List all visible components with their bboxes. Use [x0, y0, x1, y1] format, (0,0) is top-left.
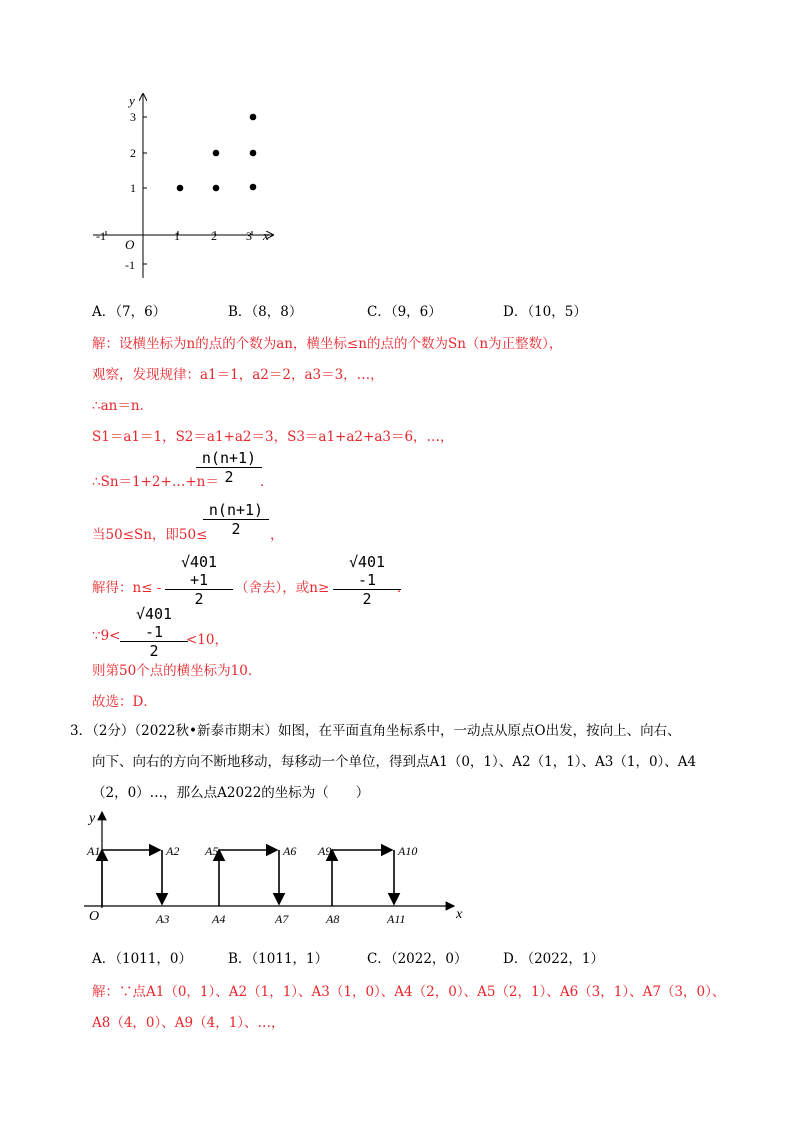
solution-line: S1＝a1＝1，S2＝a1+a2＝3，S3＝a1+a2+a3＝6，…，: [92, 429, 454, 445]
question-3-text: 3．（2分）（2022秋•新泰市期末）如图，在平面直角坐标系中，一动点从原点O出发，按向上、向右、: [70, 723, 681, 739]
fraction-sqrt401-minus-1: $\frac{√401 -1}{2}$: [120, 605, 188, 660]
solution-line-end: ，: [270, 527, 284, 543]
dot-point: [250, 150, 257, 157]
point-label: A5: [205, 844, 219, 858]
point-label: A6: [283, 844, 297, 858]
point-label: A10: [398, 844, 418, 858]
option-b: B．（8，8）: [228, 304, 303, 320]
fraction-n-n-plus-1: $\frac{n(n+1)}{2}$: [203, 501, 269, 538]
x-axis-label: x: [456, 907, 463, 922]
fraction-sqrt401-plus-1: $\frac{√401 +1}{2}$: [165, 553, 233, 608]
point-label: A7: [275, 912, 289, 926]
origin-label: O: [89, 909, 100, 924]
dot-point: [213, 150, 220, 157]
solution-line: ∴an＝n．: [92, 398, 154, 414]
option-c: C．（9，6）: [367, 304, 442, 320]
dot-point: [250, 114, 257, 121]
x-tick-label: -1: [96, 229, 106, 243]
solution-line-end: ．: [397, 580, 411, 596]
option-a: A．（1011，0）: [92, 951, 192, 967]
dot-point: [213, 185, 220, 192]
solution-line-end: <10，: [186, 632, 228, 648]
x-axis-label: x: [263, 228, 269, 243]
solution-line: 故选：D．: [92, 694, 157, 710]
dot-point: [250, 184, 257, 191]
dot-point: [177, 185, 184, 192]
dot-points: [177, 114, 257, 192]
solution-line: 观察，发现规律：a1＝1，a2＝2，a3＝3，…，: [92, 367, 384, 383]
option-c: C．（2022，0）: [367, 951, 468, 967]
y-tick-label: 2: [130, 146, 136, 160]
point-label: A1: [87, 844, 101, 858]
option-d: D．（2022，1）: [503, 951, 605, 967]
solution-line: ∵9<: [92, 628, 121, 644]
fraction-sqrt401-minus-1: $\frac{√401 -1}{2}$: [333, 553, 401, 608]
y-tick-label: 3: [130, 110, 136, 124]
x-tick-label: 1: [174, 229, 180, 243]
question-3-text: 向下、向右的方向不断地移动，每移动一个单位，得到点A1（0，1）、A2（1，1）、A3（1，0）、A4: [92, 754, 697, 770]
option-d: D．（10，5）: [503, 304, 587, 320]
point-label: A4: [212, 912, 226, 926]
y-axis-label: y: [89, 811, 96, 826]
solution-line: 解：∵点A1（0，1）、A2（1，1）、A3（1，0）、A4（2，0）、A5（2，1）、A6（3，1）、A7（3，0）、: [92, 984, 726, 1000]
y-axis-label: y: [129, 93, 135, 108]
solution-line-end: ．: [260, 474, 274, 490]
point-label: A3: [156, 912, 170, 926]
x-tick-label: 2: [211, 229, 217, 243]
solution-line: 当50≤Sn，即50≤: [92, 527, 208, 543]
solution-line: 解得：n≤ -: [92, 580, 162, 596]
origin-label: O: [125, 237, 135, 252]
solution-line: （舍去），或n≥: [235, 580, 330, 596]
x-tick-label: 3: [246, 229, 252, 243]
question-3-text: （2，0）…，那么点A2022的坐标为（ ）: [92, 785, 370, 801]
option-a: A．（7，6）: [92, 304, 167, 320]
point-label: A8: [326, 912, 340, 926]
solution-line: ∴Sn＝1+2+…+n＝: [92, 474, 219, 490]
fraction-n-n-plus-1: $\frac{n(n+1)}{2}$: [196, 449, 262, 486]
solution-line: A8（4，0）、A9（4，1）、…，: [92, 1015, 285, 1031]
option-b: B．（1011，1）: [228, 951, 329, 967]
point-label: A9: [318, 844, 332, 858]
point-label: A11: [387, 912, 406, 926]
solution-line: 则第50个点的横坐标为10．: [92, 663, 262, 679]
y-tick-label: 1: [130, 181, 136, 195]
y-tick-label: -1: [125, 258, 135, 272]
point-label: A2: [166, 844, 180, 858]
dot-coordinate-graph: [85, 88, 285, 293]
path-coordinate-graph: [82, 808, 482, 938]
solution-line: 解：设横坐标为n的点的个数为an，横坐标≤n的点的个数为Sn（n为正整数），: [92, 336, 563, 352]
